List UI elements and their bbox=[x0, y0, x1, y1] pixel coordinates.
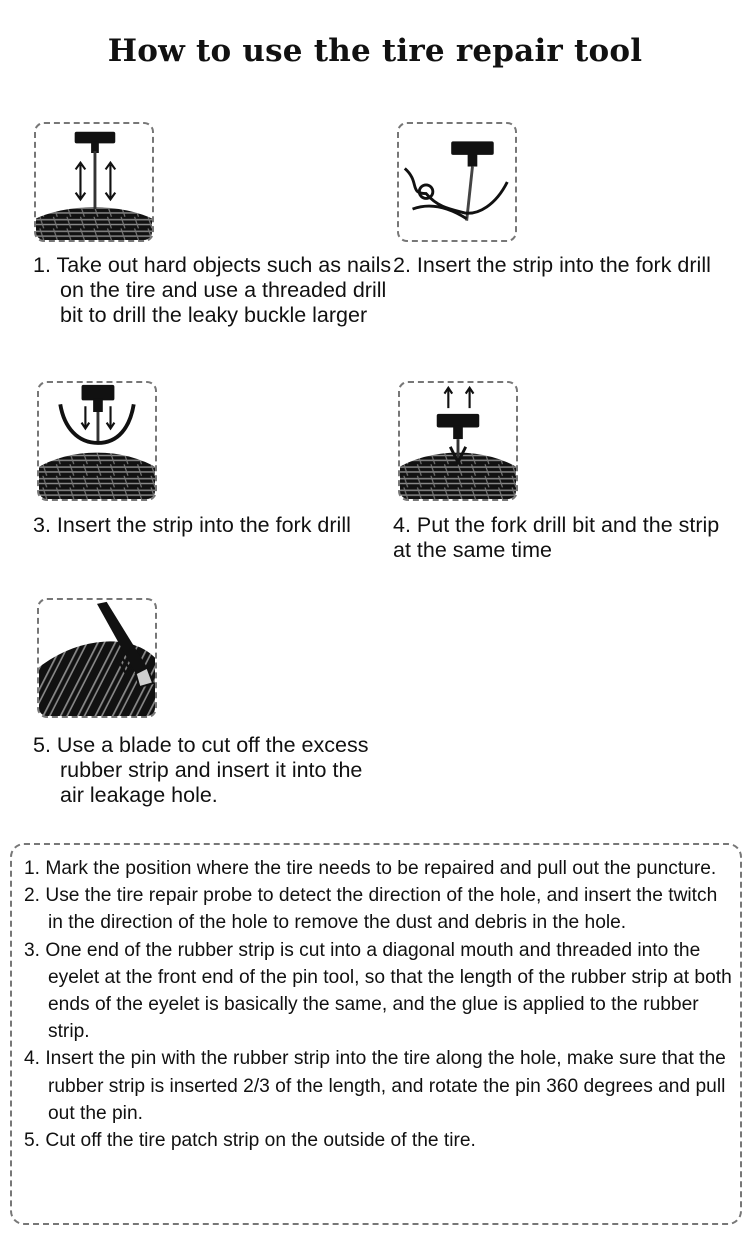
tire-drill-icon bbox=[36, 124, 152, 240]
instruction-item: 1. Mark the position where the tire needs to be repaired and pull out the puncture. bbox=[24, 858, 717, 879]
step-2-illustration bbox=[397, 122, 517, 242]
step-3-illustration bbox=[37, 381, 157, 501]
page-title: How to use the tire repair tool bbox=[107, 33, 643, 69]
instructions-list bbox=[12, 845, 740, 1154]
step-1-caption: 1. Take out hard objects such as nails on the tire and use a threaded drill bit to drill the leaky buckle larger bbox=[33, 253, 392, 327]
tire-blade-icon bbox=[39, 600, 155, 716]
instruction-item: 3. One end of the rubber strip is cut into a diagonal mouth and threaded into the eyelet at the front end of the pin tool, so that the length of the rubber strip at both ends of the eyelet is basically the same, and the glue is applied to the rubber strip. bbox=[24, 939, 732, 1043]
instruction-item: 2. Use the tire repair probe to detect the direction of the hole, and insert the twitch in the direction of the hole to remove the dust and debris in the hole. bbox=[24, 885, 718, 934]
tire-insert-icon bbox=[39, 383, 155, 499]
step-5-caption: 5. Use a blade to cut off the excess rubber strip and insert it into the air leakage hole. bbox=[33, 733, 369, 807]
instruction-item: 4. Insert the pin with the rubber strip into the tire along the hole, make sure that the rubber strip is inserted 2/3 of the length, and rotate the pin 360 degrees and pull out the pin. bbox=[24, 1048, 726, 1124]
step-4-caption: 4. Put the fork drill bit and the strip at the same time bbox=[393, 513, 720, 562]
step-1-illustration bbox=[34, 122, 154, 242]
instruction-item: 5. Cut off the tire patch strip on the outside of the tire. bbox=[24, 1130, 476, 1152]
fork-drill-strip-icon bbox=[399, 124, 515, 240]
step-2-caption: 2. Insert the strip into the fork drill bbox=[393, 253, 711, 277]
tire-pull-icon bbox=[400, 383, 516, 499]
instructions-box bbox=[10, 843, 742, 1225]
step-3-caption: 3. Insert the strip into the fork drill bbox=[33, 513, 351, 537]
step-5-illustration bbox=[37, 598, 157, 718]
step-4-illustration bbox=[398, 381, 518, 501]
